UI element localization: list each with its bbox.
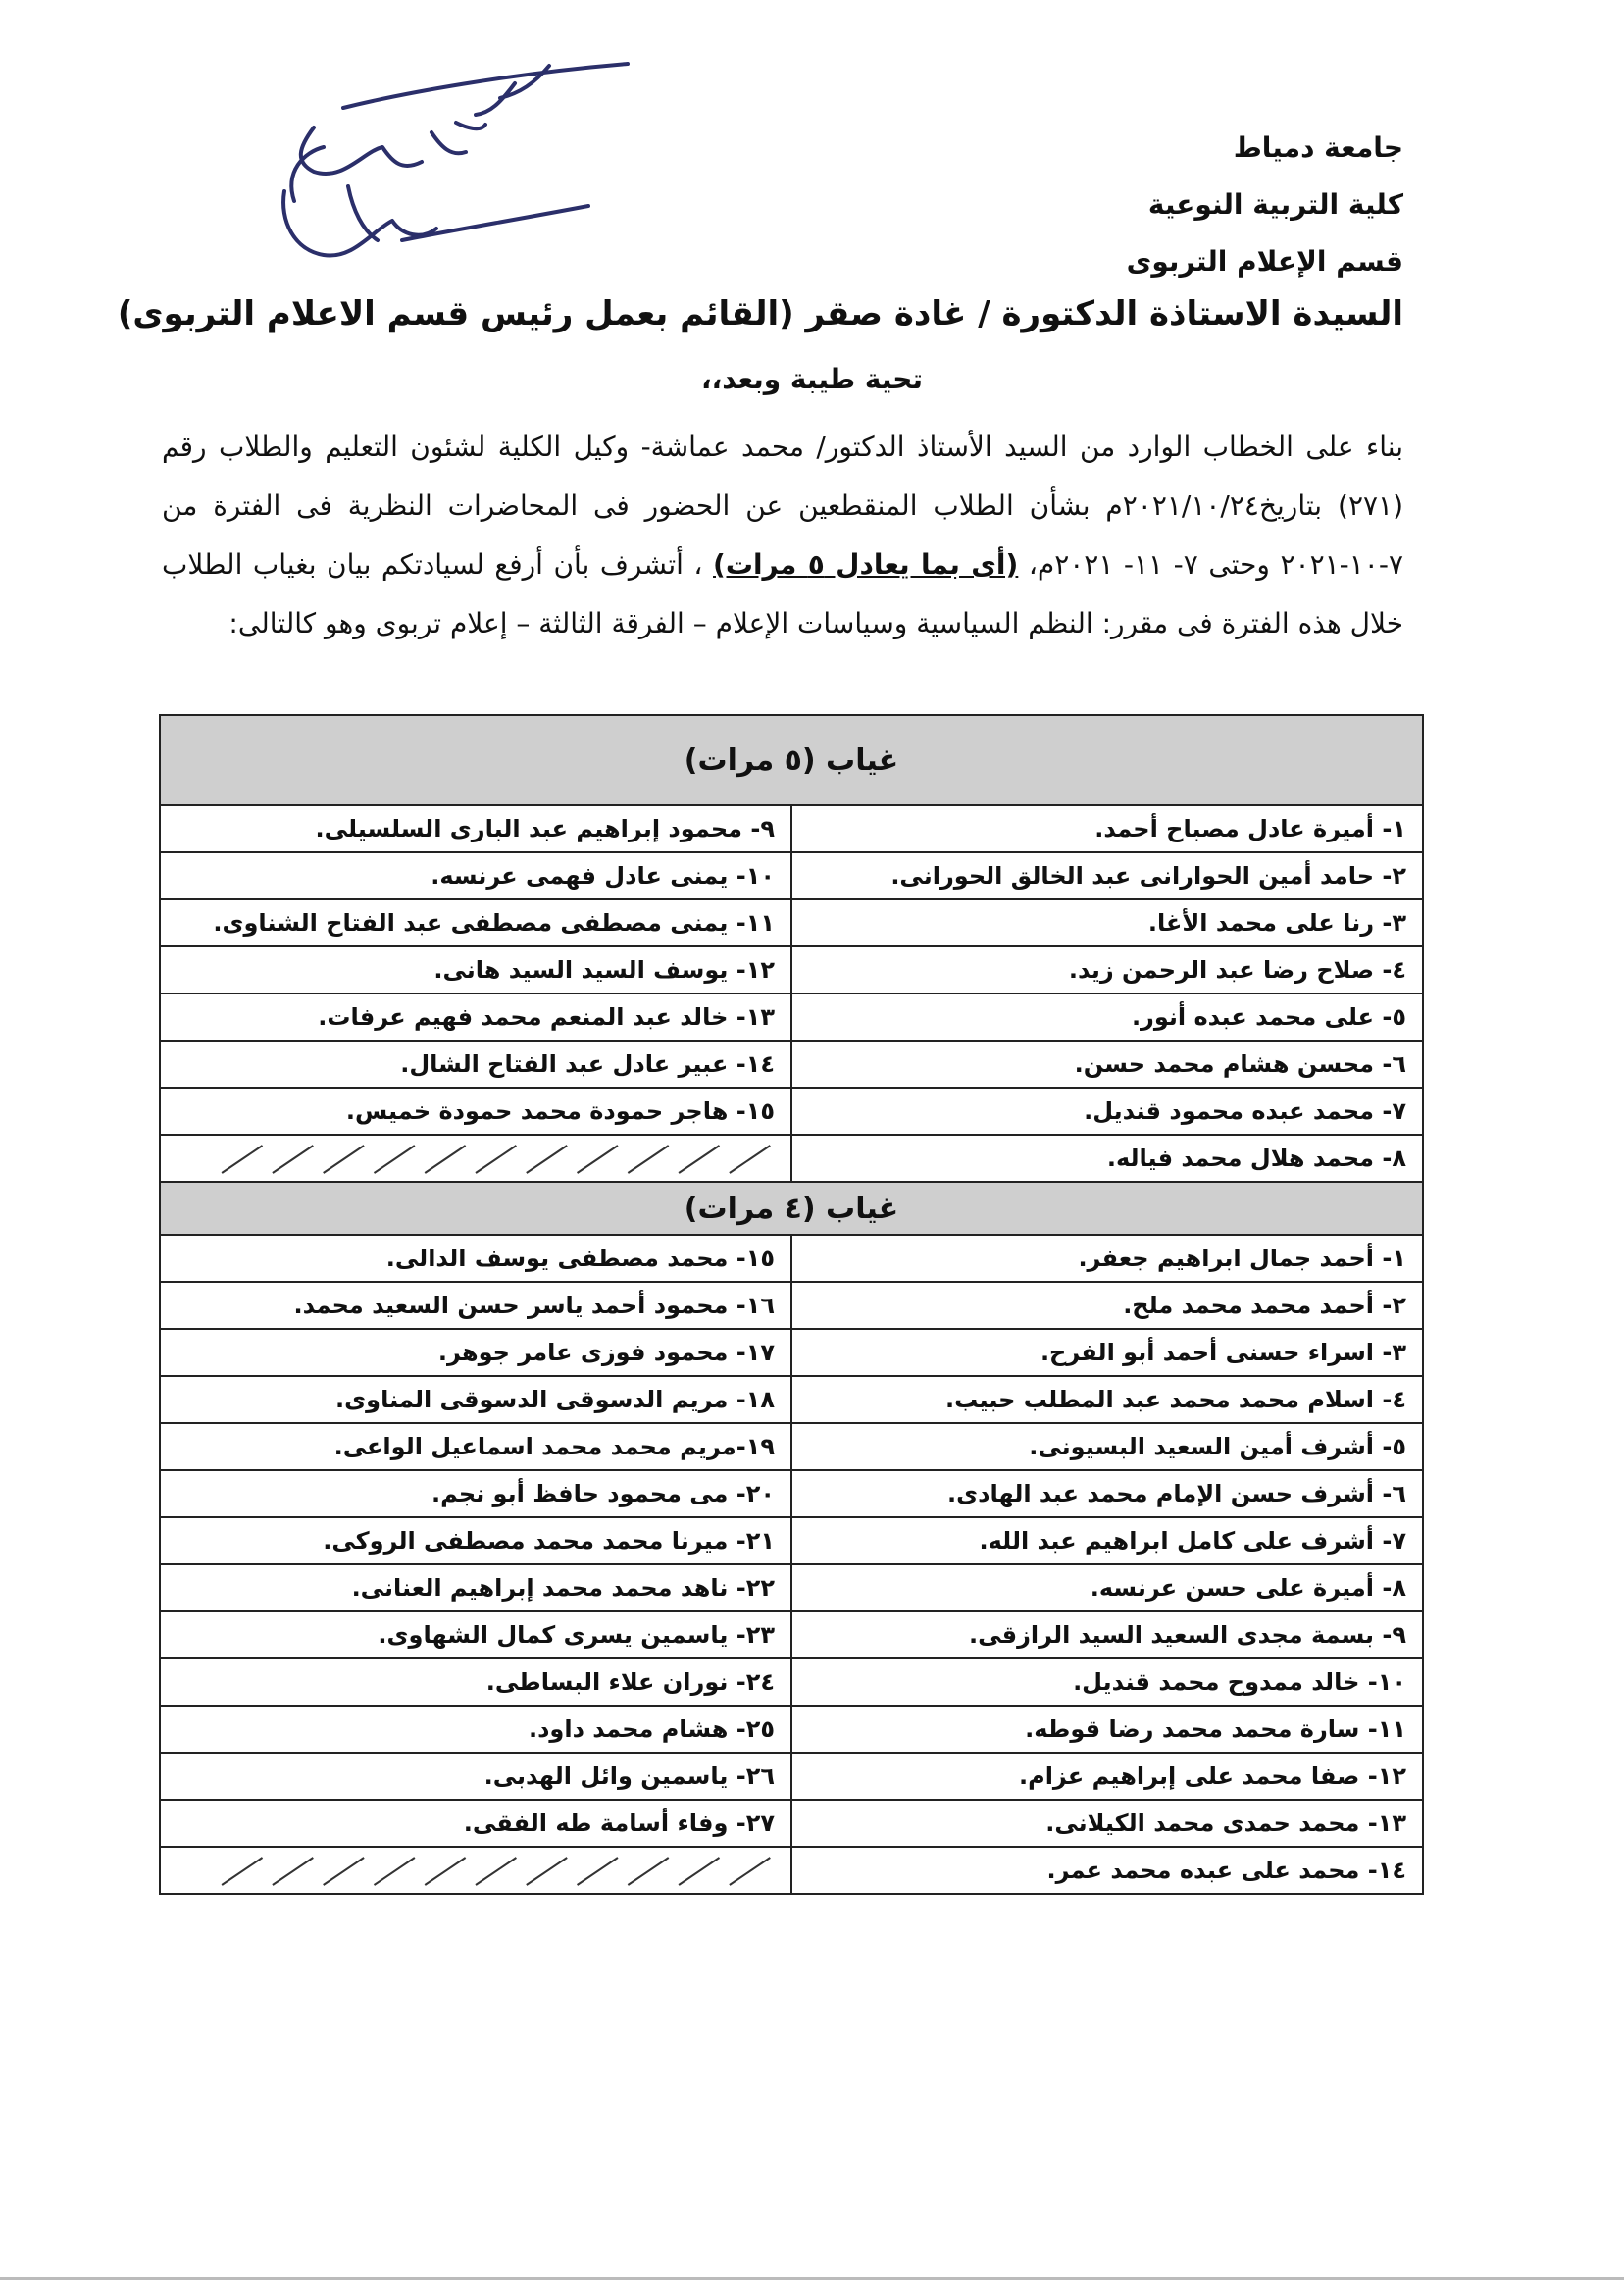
student-name-left: ٩- محمود إبراهيم عبد البارى السلسيلى. [160,805,791,852]
table-row [160,1135,1423,1182]
student-name-right: ٩- بسمة مجدى السعيد السيد الرازقى. [791,1611,1423,1658]
student-name-right: ٢- أحمد محمد محمد ملح. [791,1282,1423,1329]
table-row [160,1800,1423,1847]
student-name-left: ١٠- يمنى عادل فهمى عرنسه. [160,852,791,899]
student-name-left: ١٨- مريم الدسوقى الدسوقى المناوى. [160,1376,791,1423]
table-row [160,994,1423,1041]
section-header-row [160,1182,1423,1235]
student-name-left: ١٦- محمود أحمد ياسر حسن السعيد محمد. [160,1282,791,1329]
table-row [160,805,1423,852]
student-name-right: ٤- صلاح رضا عبد الرحمن زيد. [791,946,1423,994]
student-name-left: ٢٢- ناهد محمد محمد إبراهيم العنانى. [160,1564,791,1611]
student-name-right: ٨- أميرة على حسن عرنسه. [791,1564,1423,1611]
body-emphasis: (أى بما يعادل ٥ مرات) [713,548,1019,581]
student-name-left: ١٣- خالد عبد المنعم محمد فهيم عرفات. [160,994,791,1041]
table-row [160,1329,1423,1376]
student-name-right: ٨- محمد هلال محمد فياله. [791,1135,1423,1182]
absence-table [159,714,1424,1895]
student-name-right: ٣- اسراء حسنى أحمد أبو الفرح. [791,1329,1423,1376]
faculty-name: كلية التربية النوعية [1147,188,1403,221]
crossed-out-cell [160,1847,791,1894]
department-name: قسم الإعلام التربوى [1126,245,1403,278]
student-name-left: ٢١- ميرنا محمد محمد مصطفى الروكى. [160,1517,791,1564]
student-name-right: ١٢- صفا محمد على إبراهيم عزام. [791,1753,1423,1800]
table-row [160,1847,1423,1894]
student-name-right: ٤- اسلام محمد محمد عبد المطلب حبيب. [791,1376,1423,1423]
university-name: جامعة دمياط [1233,131,1403,164]
student-name-left: ١٩-مريم محمد محمد اسماعيل الواعى. [160,1423,791,1470]
student-name-right: ٢- حامد أمين الحوارانى عبد الخالق الحورانى. [791,852,1423,899]
table-row [160,946,1423,994]
body-part-2: ، أتشرف بأن أرفع لسيادتكم بيان بغياب الطلاب خلال هذه الفترة فى مقرر: النظم السياسية وسياسات الإعلام – الفرقة الثالثة – إعلام تربوى وهو كالتالى: [162,548,1403,639]
section-header-row [160,715,1423,805]
student-name-right: ١- أميرة عادل مصباح أحمد. [791,805,1423,852]
student-name-left: ١٢- يوسف السيد السيد هانى. [160,946,791,994]
student-name-left: ١٥- هاجر حمودة محمد حمودة خميس. [160,1088,791,1135]
table-row [160,1564,1423,1611]
greeting: تحية طيبة وبعد،، [701,363,923,395]
section-title: غياب (٥ مرات) [160,715,1423,805]
table-row [160,1611,1423,1658]
table-row [160,1517,1423,1564]
student-name-right: ١- أحمد جمال ابراهيم جعفر. [791,1235,1423,1282]
scan-edge [0,2277,1624,2280]
table-row [160,1706,1423,1753]
student-name-right: ١٠- خالد ممدوح محمد قنديل. [791,1658,1423,1706]
student-name-right: ١١- سارة محمد محمد رضا قوطه. [791,1706,1423,1753]
table-row [160,852,1423,899]
body-part-1: بناء على الخطاب الوارد من السيد الأستاذ الدكتور/ محمد عماشة- وكيل الكلية لشئون التعليم والطلاب رقم (٢٧١) بتاريخ٢٠٢١/١٠/٢٤م بشأن الطلاب المنقطعين عن الحضور فى المحاضرات النظرية فى الفترة من ٧-١٠-٢٠٢١ وحتى ٧- ١١- ٢٠٢١م، [162,431,1403,581]
student-name-right: ١٣- محمد حمدى محمد الكيلانى. [791,1800,1423,1847]
table-row [160,1376,1423,1423]
table-row [160,899,1423,946]
table-row [160,1658,1423,1706]
student-name-right: ٥- أشرف أمين السعيد البسيونى. [791,1423,1423,1470]
student-name-right: ٥- على محمد عبده أنور. [791,994,1423,1041]
table-row [160,1088,1423,1135]
student-name-left: ٢٣- ياسمين يسرى كمال الشهاوى. [160,1611,791,1658]
student-name-left: ٢٦- ياسمين وائل الهدبى. [160,1753,791,1800]
student-name-left: ٢٥- هشام محمد داود. [160,1706,791,1753]
crossed-out-cell [160,1135,791,1182]
student-name-right: ٦- أشرف حسن الإمام محمد عبد الهادى. [791,1470,1423,1517]
student-name-left: ١٧- محمود فوزى عامر جوهر. [160,1329,791,1376]
letter-body [162,418,1403,653]
student-name-left: ١٥- محمد مصطفى يوسف الدالى. [160,1235,791,1282]
table-row [160,1423,1423,1470]
student-name-left: ٢٤- نوران علاء البساطى. [160,1658,791,1706]
student-name-right: ٣- رنا على محمد الأغا. [791,899,1423,946]
student-name-right: ٧- محمد عبده محمود قنديل. [791,1088,1423,1135]
student-name-right: ٦- محسن هشام محمد حسن. [791,1041,1423,1088]
table-row [160,1282,1423,1329]
table-row [160,1041,1423,1088]
table-row [160,1235,1423,1282]
student-name-right: ٧- أشرف على كامل ابراهيم عبد الله. [791,1517,1423,1564]
student-name-left: ١٤- عبير عادل عبد الفتاح الشال. [160,1041,791,1088]
table-row [160,1753,1423,1800]
addressee-line: السيدة الاستاذة الدكتورة / غادة صقر (القائم بعمل رئيس قسم الاعلام التربوى) [117,294,1403,333]
student-name-right: ١٤- محمد على عبده محمد عمر. [791,1847,1423,1894]
letterhead [1127,120,1403,290]
student-name-left: ٢٧- وفاء أسامة طه الفقى. [160,1800,791,1847]
table-row [160,1470,1423,1517]
section-title: غياب (٤ مرات) [160,1182,1423,1235]
handwritten-annotation [255,54,647,309]
student-name-left: ٢٠- مى محمود حافظ أبو نجم. [160,1470,791,1517]
student-name-left: ١١- يمنى مصطفى مصطفى عبد الفتاح الشناوى. [160,899,791,946]
